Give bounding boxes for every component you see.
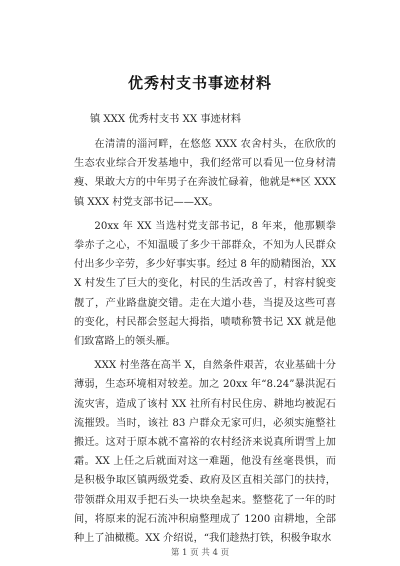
document-subtitle: 镇 XXX 优秀村支书 XX 事迹材料 <box>90 114 242 125</box>
paragraph: 在清清的淄河畔，在悠悠 XXX 农舍村头，在欣欣的生态农业综合开发基地中，我们经常可以看见一位身材清瘦、果敢大方的中年男子在奔波忙碌着，他就是**区 XXX 镇 XXX 村党支部书记——XX。 <box>74 139 336 208</box>
page-number: 第 1 页 共 4 页 <box>170 548 230 558</box>
paragraph: XXX 村坐落在高半 X，自然条件艰苦，农业基础十分薄弱，生态环境相对较差。加之 20xx 年“8.24”暴洪泥石流灾害，造成了该村 XX 社所有村民住房、耕地均被泥石流摧毁。当时，该社 83 户群众无家可归，必须实施整社搬迁。这对于原本就不富裕的农村经济来说真所谓雪上加霜。XX 上任之后就面对这一难题，他没有丝毫畏惧，而是积极争取区镇两级党委、政府及区直相关部门的扶持，带领群众用双手把石头一块块垒起来。整整花了一年的时间，将原来的泥石流冲积扇整理成了 1200 亩耕地，全部种上了油橄榄。XX 介绍说，“我们趁热打铁，积极争取水 <box>74 360 336 545</box>
document-title: 优秀村支书事迹材料 <box>127 74 272 92</box>
paragraph: 20xx 年 XX 当选村党支部书记，8 年来，他那颗拳拳赤子之心，不知温暖了多少干部群众，不知为人民群众付出多少辛劳，多少好事实事。经过 8 年的励精图治，XXX 村发生了巨大的变化，村民的生活改善了，村容村貌变靓了，产业路盘旋交错。走在大道小巷，当提及这些可喜的变化，村民都会竖起大拇指，啧啧称赞书记 XX 就是他们致富路上的领头雁。 <box>74 220 336 348</box>
document-body <box>74 135 336 553</box>
